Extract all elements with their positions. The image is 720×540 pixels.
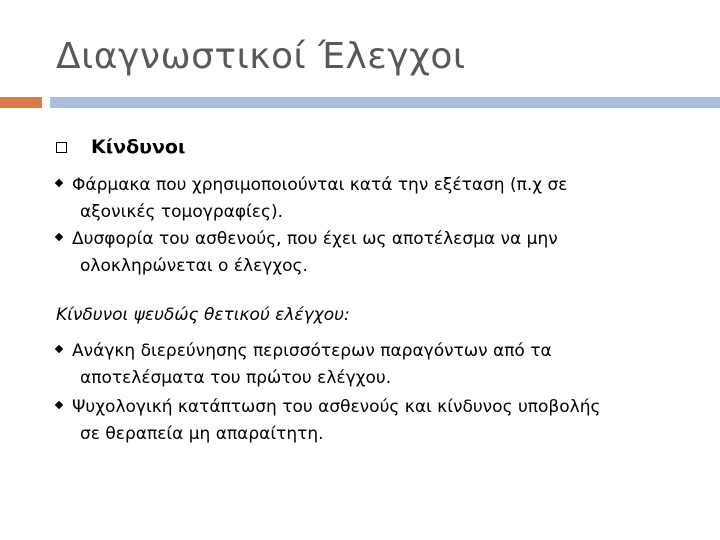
false-positive-line1: Ανάγκη διερεύνησης περισσότερων παραγόντων από τα xyxy=(72,341,552,361)
slide-title: Διαγνωστικοί Έλεγχοι xyxy=(56,36,466,77)
false-positive-line1: Ψυχολογική κατάπτωση του ασθενούς και κίνδυνος υποβολής xyxy=(72,397,601,417)
false-positive-item xyxy=(56,394,601,448)
diamond-bullet-icon xyxy=(55,233,63,241)
risk-item-line1: Φάρμακα που χρησιμοποιούνται κατά την εξέταση (π.χ σε xyxy=(72,175,568,195)
risk-item-line2: αξονικές τομογραφίες). xyxy=(80,202,284,222)
false-positive-label: Κίνδυνοι ψευδώς θετικού ελέγχου: xyxy=(56,305,350,325)
risk-item-line1: Δυσφορία του ασθενούς, που έχει ως αποτέλεσμα να μην xyxy=(72,229,558,249)
square-bullet-icon xyxy=(56,142,67,153)
section-heading xyxy=(56,136,185,158)
accent-bar-blue xyxy=(50,97,720,108)
diamond-bullet-icon xyxy=(55,401,63,409)
section-heading-text: Κίνδυνοι xyxy=(91,136,186,158)
diamond-bullet-icon xyxy=(55,345,63,353)
accent-bar-orange xyxy=(0,97,42,108)
risk-item xyxy=(56,172,567,226)
diamond-bullet-icon xyxy=(55,179,63,187)
risk-item-line2: ολοκληρώνεται ο έλεγχος. xyxy=(80,256,308,276)
risk-item xyxy=(56,226,558,280)
false-positive-item xyxy=(56,338,552,392)
false-positive-line2: σε θεραπεία μη απαραίτητη. xyxy=(80,424,324,444)
false-positive-line2: αποτελέσματα του πρώτου ελέγχου. xyxy=(80,368,392,388)
